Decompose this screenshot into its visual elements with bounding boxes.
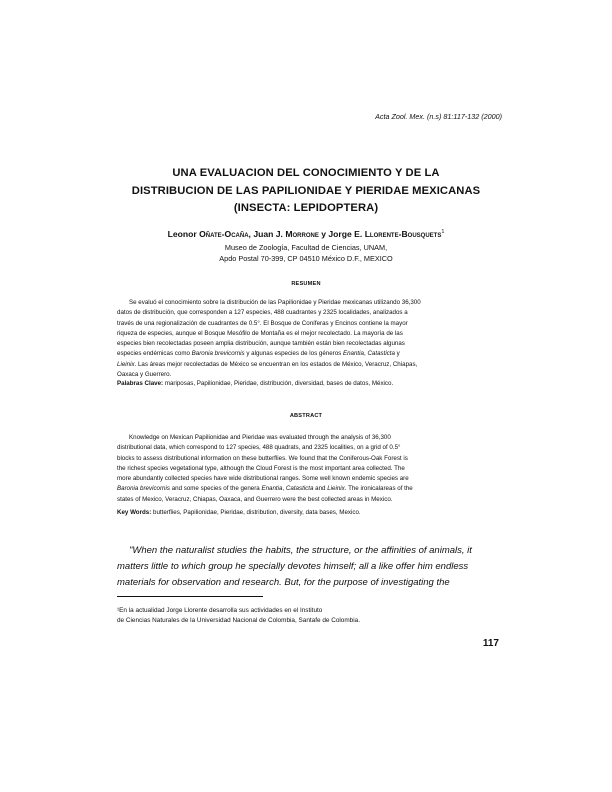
abstract-line-6-and: and [313,485,328,493]
abstract-genus-catasticta: Catasticta [285,485,314,493]
resumen-line-4: riqueza de especies, aunque el Bosque Mesófilo de Montaña es el mejor recolectado. La mayoría de las [117,329,403,337]
abstract-heading: ABSTRACT [289,413,323,419]
abstract-paragraph [117,433,495,505]
author-1-first: Leonor [167,229,200,239]
resumen-line-8: Oaxaca y Guerrero. [117,371,172,379]
resumen-line-3: través de una regionalización de cuadrantes de 0.5°. El Bosque de Coníferas y Encinos contiene la mayor [117,319,408,327]
footnote-rule [117,596,263,597]
key-words-text: butterflies, Papilionidae, Pieridae, distribution, diversity, data bases, Mexico. [151,509,361,516]
resumen-paragraph [117,298,495,380]
author-sep-1: , Juan J. [248,229,286,239]
author-3-last: Llorente-Bousquets [364,229,442,239]
palabras-clave [117,380,495,387]
abstract-line-6-sep: , [282,485,286,493]
abstract-species-baronia: Baronia brevicornis [117,485,170,493]
resumen-heading: RESUMEN [291,281,321,287]
resumen-line-6-sep: , [363,350,368,358]
abstract-line-5: more abundantly collected species have wide distributional ranges. Some well known endemic species are [117,475,409,483]
title-line-3: (INSECTA: LEPIDOPTERA) [233,202,379,214]
abstract-line-6-mid: and some species of the genera [169,485,262,493]
genus-lieinix: Lieinix [117,360,135,368]
author-1-last: Oñate-Ocaña [199,229,249,239]
article-title [130,165,482,218]
footnote-line-1: ¹En la actualidad Jorge Llorente desarrolla sus actividades en el Instituto [117,607,323,614]
resumen-line-7-post: . Las áreas mejor recolectadas de México se encuentran en los estados de México, Veracruz, Chiapas, [134,360,418,368]
abstract-genus-enantia: Enantia [261,485,283,493]
quote-line-1: "When the naturalist studies the habits, the structure, or the affinities of animals, it [129,545,472,556]
resumen-line-6 [117,349,495,359]
abstract-line-6 [117,484,495,494]
footnote-mark: 1 [441,229,445,236]
resumen-line-2: datos de distribución, que corresponden a 127 especies, 488 cuadrantes y 2325 localidades, analizados a [117,309,408,317]
resumen-line-1: Se evaluó el conocimiento sobre la distribución de las Papilionidae y Pieridae mexicanas utilizando 36,300 [129,299,421,306]
genus-catasticta: Catasticta [367,350,395,358]
quote-line-2: matters little to which group he specially devotes himself; all a like offer him endless [117,560,469,572]
abstract-line-6-post: . The ironicalareas of the [344,485,413,493]
resumen-line-6-mid: y algunas especies de los géneros [244,350,343,358]
key-words [117,509,495,516]
resumen-line-7 [117,360,495,370]
footnote-line-2: de Ciencias Naturales de la Universidad Nacional de Colombia, Santafe de Colombia. [117,617,360,624]
resumen-line-6-post: y [394,350,400,358]
quote-line-3: materials for observation and research. But, for the purpose of investigating the [117,576,450,588]
title-line-2: DISTRIBUCION DE LAS PAPILIONIDAE Y PIERIDAE MEXICANAS [131,184,481,197]
abstract-line-3: blocks to assess distributional information on these butterflies. We found that the Coniferous-Oak Forest is [117,454,408,462]
page-number: 117 [482,638,499,649]
affiliation-line-1: Museo de Zoología, Facultad de Ciencias, UNAM, [224,243,388,252]
species-baronia: Baronia brevicornis [191,350,245,358]
resumen-line-5: especies bien recolectadas poseen amplia distribución, aunque también están bien recolectadas algunas [117,340,405,348]
epigraph-quote [117,543,495,590]
affiliation-line-2: Apdo Postal 70-399, CP 04510 México D.F., MEXICO [219,254,393,263]
abstract-line-7: states of Mexico, Veracruz, Chiapas, Oaxaca, and Guerrero were the best collected areas in Mexico. [117,495,393,503]
palabras-clave-label: Palabras Clave: [117,380,164,387]
author-sep-2: y Jorge E. [318,229,365,239]
palabras-clave-text: mariposas, Papilionidae, Pieridae, distribución, diversidad, bases de datos, México. [163,380,394,387]
abstract-line-1: Knowledge on Mexican Papilionidae and Pieridae was evaluated through the analysis of 36,300 [129,434,391,441]
title-line-1: UNA EVALUACION DEL CONOCIMIENTO Y DE LA [172,167,440,179]
author-2-last: Morrone [285,229,319,239]
resumen-line-6-pre: especies endémicas como [117,350,192,358]
abstract-line-2: distributional data, which correspond to 127 species, 488 quadrats, and 2325 localities, on a grid of 0.5° [117,444,401,452]
genus-enantia: Enantia [342,350,364,358]
abstract-genus-lieinix: Lieinix [327,485,345,493]
abstract-line-4: the richest species vegetational type, although the Cloud Forest is the most important area collected. The [117,464,405,472]
journal-reference: Acta Zool. Mex. (n.s) 81:117-132 (2000) [375,112,502,121]
key-words-label: Key Words: [117,509,152,516]
author-list [120,229,492,239]
